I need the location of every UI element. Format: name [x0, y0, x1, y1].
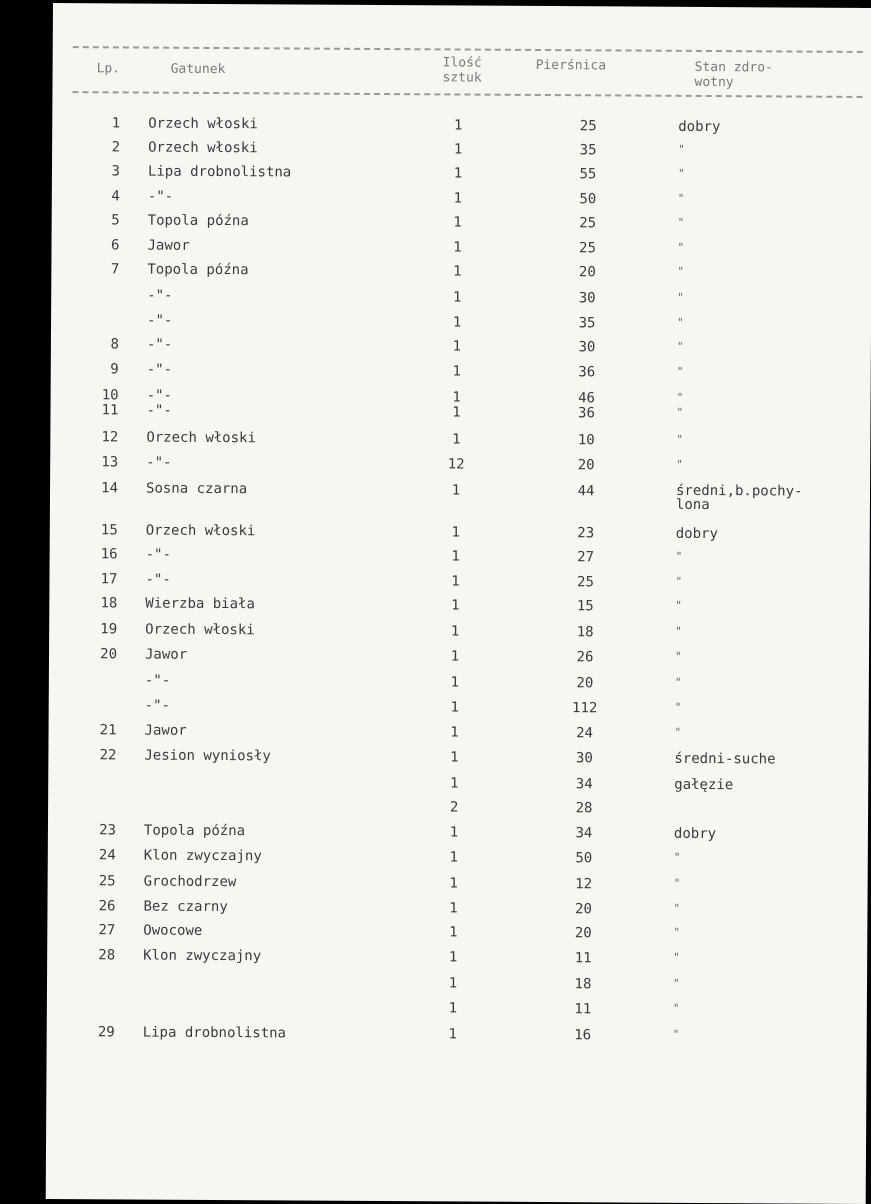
row-lp: 10 — [79, 387, 119, 403]
header-piersnica: Pierśnica — [536, 58, 607, 73]
table-row — [49, 646, 849, 675]
row-ilosc: 1 — [425, 724, 485, 740]
row-gatunek: Topola późna — [148, 213, 249, 230]
document-page — [46, 3, 871, 1204]
row-ilosc: 1 — [425, 573, 485, 589]
row-ilosc: 1 — [427, 363, 487, 379]
row-lp: 1 — [80, 115, 120, 131]
row-lp: 24 — [76, 847, 116, 863]
row-stan: " — [678, 216, 685, 229]
row-gatunek: Sosna czarna — [146, 481, 247, 498]
row-piersnica: 23 — [546, 525, 626, 541]
row-stan: dobry — [674, 826, 716, 842]
row-stan: " — [677, 365, 684, 378]
row-stan: " — [675, 676, 682, 689]
row-gatunek: -"- — [146, 455, 171, 471]
row-stan: " — [675, 701, 682, 714]
row-stan: " — [673, 926, 680, 939]
row-ilosc: 1 — [428, 190, 488, 206]
header-gatunek: Gatunek — [171, 62, 226, 77]
row-ilosc: 1 — [425, 699, 485, 715]
row-lp: 3 — [80, 163, 120, 179]
row-ilosc: 1 — [425, 674, 485, 690]
row-gatunek: -"- — [147, 313, 172, 329]
row-lp: 27 — [75, 922, 115, 938]
row-ilosc: 1 — [427, 314, 487, 330]
row-ilosc: 1 — [427, 289, 487, 305]
row-stan: " — [678, 192, 685, 205]
row-stan: " — [675, 726, 682, 739]
row-lp: 16 — [78, 546, 118, 562]
row-piersnica: 20 — [547, 264, 627, 280]
row-ilosc: 1 — [426, 482, 486, 498]
row-lp: 19 — [77, 621, 117, 637]
row-lp: 28 — [75, 947, 115, 963]
row-stan: " — [675, 575, 682, 588]
row-gatunek: -"- — [147, 388, 172, 404]
row-stan: średni-suche — [674, 751, 775, 768]
row-ilosc: 1 — [423, 1000, 483, 1016]
table-row — [51, 287, 851, 316]
row-stan: dobry — [678, 119, 720, 135]
row-stan: " — [673, 1028, 680, 1041]
row-piersnica: 36 — [546, 405, 626, 421]
row-ilosc: 1 — [423, 975, 483, 991]
row-gatunek: -"- — [145, 698, 170, 714]
row-ilosc: 1 — [428, 165, 488, 181]
row-ilosc: 1 — [424, 875, 484, 891]
row-ilosc: 1 — [424, 775, 484, 791]
row-piersnica: 15 — [545, 598, 625, 614]
row-piersnica: 30 — [547, 339, 627, 355]
row-stan: " — [678, 143, 685, 156]
table-row — [50, 454, 850, 483]
row-gatunek: Jawor — [145, 723, 187, 739]
row-gatunek: Topola późna — [144, 823, 245, 840]
table-row — [47, 947, 847, 976]
table-row — [51, 336, 851, 365]
row-piersnica: 34 — [544, 776, 624, 792]
row-piersnica: 55 — [548, 166, 628, 182]
table-row — [51, 361, 851, 390]
row-piersnica: 50 — [544, 850, 624, 866]
row-piersnica: 34 — [544, 825, 624, 841]
row-stan: " — [677, 291, 684, 304]
row-stan: " — [675, 650, 682, 663]
row-stan: średni,b.pochy- lona — [676, 484, 803, 513]
row-piersnica: 36 — [547, 364, 627, 380]
row-piersnica: 50 — [548, 191, 628, 207]
row-stan: " — [676, 433, 683, 446]
row-piersnica: 35 — [548, 142, 628, 158]
row-stan: dobry — [676, 526, 718, 542]
row-gatunek: Owocowe — [143, 923, 202, 939]
row-ilosc: 1 — [426, 548, 486, 564]
row-lp: 20 — [77, 646, 117, 662]
header-ilosc: Ilość sztuk — [443, 55, 482, 85]
row-gatunek: -"- — [146, 547, 171, 563]
row-gatunek: -"- — [147, 288, 172, 304]
row-stan: " — [676, 458, 683, 471]
row-gatunek: Orzech włoski — [148, 116, 258, 133]
row-ilosc: 1 — [427, 239, 487, 255]
row-stan: " — [677, 316, 684, 329]
row-stan: " — [673, 951, 680, 964]
row-gatunek: Lipa drobnolistna — [143, 1025, 286, 1042]
table-row — [50, 402, 850, 431]
row-stan: " — [678, 167, 685, 180]
table-row — [49, 672, 849, 701]
row-lp: 2 — [80, 139, 120, 155]
row-gatunek: Orzech włoski — [148, 140, 258, 157]
row-ilosc: 1 — [427, 263, 487, 279]
row-lp: 26 — [75, 898, 115, 914]
table-row — [47, 973, 847, 1002]
row-ilosc: 1 — [428, 117, 488, 133]
table-row — [49, 697, 849, 726]
row-gatunek: Jesion wyniosły — [144, 748, 271, 765]
row-gatunek: Orzech włoski — [145, 622, 255, 639]
row-piersnica: 46 — [547, 390, 627, 406]
row-piersnica: 35 — [547, 315, 627, 331]
row-stan: " — [673, 977, 680, 990]
table-row — [48, 847, 848, 876]
row-piersnica: 25 — [545, 574, 625, 590]
row-piersnica: 11 — [543, 950, 623, 966]
row-lp: 12 — [78, 429, 118, 445]
table-row — [52, 163, 852, 192]
row-lp: 21 — [77, 722, 117, 738]
row-ilosc: 12 — [426, 456, 486, 472]
row-piersnica: 20 — [543, 925, 623, 941]
table-row — [50, 480, 850, 509]
row-lp: 18 — [77, 595, 117, 611]
header-bottom-rule — [72, 91, 862, 98]
table-row — [48, 797, 848, 826]
row-lp: 9 — [79, 361, 119, 377]
row-piersnica: 20 — [543, 901, 623, 917]
row-piersnica: 27 — [546, 549, 626, 565]
header-top-rule — [73, 46, 863, 53]
row-lp: 29 — [75, 1024, 115, 1040]
row-lp: 13 — [78, 454, 118, 470]
header-stan: Stan zdro- wotny — [694, 60, 772, 90]
row-ilosc: 1 — [428, 214, 488, 230]
table-row — [49, 595, 849, 624]
row-ilosc: 1 — [428, 141, 488, 157]
row-lp: 15 — [78, 522, 118, 538]
row-gatunek: Orzech włoski — [146, 430, 256, 447]
row-gatunek: -"- — [148, 189, 173, 205]
row-stan: " — [676, 550, 683, 563]
row-piersnica: 30 — [547, 290, 627, 306]
row-gatunek: -"- — [145, 572, 170, 588]
row-stan: " — [673, 902, 680, 915]
row-gatunek: -"- — [145, 673, 170, 689]
row-piersnica: 25 — [548, 118, 628, 134]
row-piersnica: 44 — [546, 483, 626, 499]
row-gatunek: Wierzba biała — [145, 596, 255, 613]
row-piersnica: 10 — [546, 432, 626, 448]
table-row — [51, 261, 851, 290]
row-ilosc: 1 — [427, 389, 487, 405]
row-ilosc: 1 — [425, 648, 485, 664]
row-ilosc: 1 — [424, 849, 484, 865]
row-ilosc: 1 — [425, 623, 485, 639]
row-piersnica: 112 — [545, 700, 625, 716]
row-ilosc: 1 — [423, 924, 483, 940]
table-row — [52, 212, 852, 241]
row-stan: " — [674, 851, 681, 864]
row-piersnica: 20 — [546, 457, 626, 473]
table-row — [48, 722, 848, 751]
row-stan: " — [675, 625, 682, 638]
row-gatunek: Grochodrzew — [144, 874, 237, 891]
row-gatunek: Jawor — [147, 238, 189, 254]
row-ilosc: 1 — [427, 338, 487, 354]
table-row — [50, 546, 850, 575]
row-piersnica: 28 — [544, 800, 624, 816]
row-ilosc: 2 — [424, 799, 484, 815]
row-stan: " — [677, 391, 684, 404]
row-piersnica: 18 — [543, 976, 623, 992]
row-gatunek: Klon zwyczajny — [143, 948, 261, 965]
row-ilosc: 1 — [426, 524, 486, 540]
row-piersnica: 20 — [545, 675, 625, 691]
row-gatunek: Jawor — [145, 647, 187, 663]
row-lp: 25 — [76, 873, 116, 889]
row-stan: " — [677, 340, 684, 353]
row-lp: 4 — [80, 188, 120, 204]
table-row — [47, 998, 847, 1027]
row-stan: " — [677, 241, 684, 254]
row-ilosc: 1 — [426, 431, 486, 447]
row-lp: 22 — [76, 747, 116, 763]
row-lp: 23 — [76, 822, 116, 838]
row-piersnica: 18 — [545, 624, 625, 640]
table-row — [48, 822, 848, 851]
row-piersnica: 11 — [543, 1001, 623, 1017]
header-lp: Lp. — [97, 61, 121, 76]
row-lp: 17 — [77, 571, 117, 587]
row-piersnica: 25 — [547, 240, 627, 256]
table-row — [50, 429, 850, 458]
row-ilosc: 1 — [423, 900, 483, 916]
row-ilosc: 1 — [424, 749, 484, 765]
row-lp: 11 — [78, 402, 118, 418]
row-piersnica: 30 — [544, 750, 624, 766]
row-ilosc: 1 — [425, 597, 485, 613]
table-row — [48, 747, 848, 776]
row-lp: 8 — [79, 336, 119, 352]
row-gatunek: Bez czarny — [143, 899, 227, 916]
row-lp: 5 — [80, 212, 120, 228]
row-piersnica: 24 — [545, 725, 625, 741]
row-piersnica: 26 — [545, 649, 625, 665]
row-gatunek: Orzech włoski — [146, 523, 256, 540]
tree-table — [53, 3, 871, 8]
table-row — [49, 621, 849, 650]
row-gatunek: Topola późna — [147, 262, 248, 279]
row-gatunek: -"- — [147, 362, 172, 378]
row-gatunek: Lipa drobnolistna — [148, 164, 291, 181]
row-stan: " — [674, 877, 681, 890]
row-ilosc: 1 — [423, 949, 483, 965]
row-ilosc: 1 — [423, 1026, 483, 1042]
row-stan: " — [676, 406, 683, 419]
table-row — [47, 922, 847, 951]
row-lp: 6 — [79, 237, 119, 253]
row-ilosc: 1 — [424, 824, 484, 840]
row-piersnica: 16 — [543, 1027, 623, 1043]
row-stan: " — [677, 265, 684, 278]
row-lp: 14 — [78, 480, 118, 496]
row-ilosc: 1 — [426, 404, 486, 420]
row-stan: " — [675, 599, 682, 612]
row-stan: " — [673, 1002, 680, 1015]
row-piersnica: 12 — [544, 876, 624, 892]
row-lp: 7 — [79, 261, 119, 277]
table-row — [48, 873, 848, 902]
row-gatunek: -"- — [147, 337, 172, 353]
row-gatunek: Klon zwyczajny — [144, 848, 262, 865]
table-row — [47, 1024, 847, 1053]
row-piersnica: 25 — [548, 215, 628, 231]
row-gatunek: -"- — [146, 403, 171, 419]
row-stan: gałęzie — [674, 777, 733, 793]
